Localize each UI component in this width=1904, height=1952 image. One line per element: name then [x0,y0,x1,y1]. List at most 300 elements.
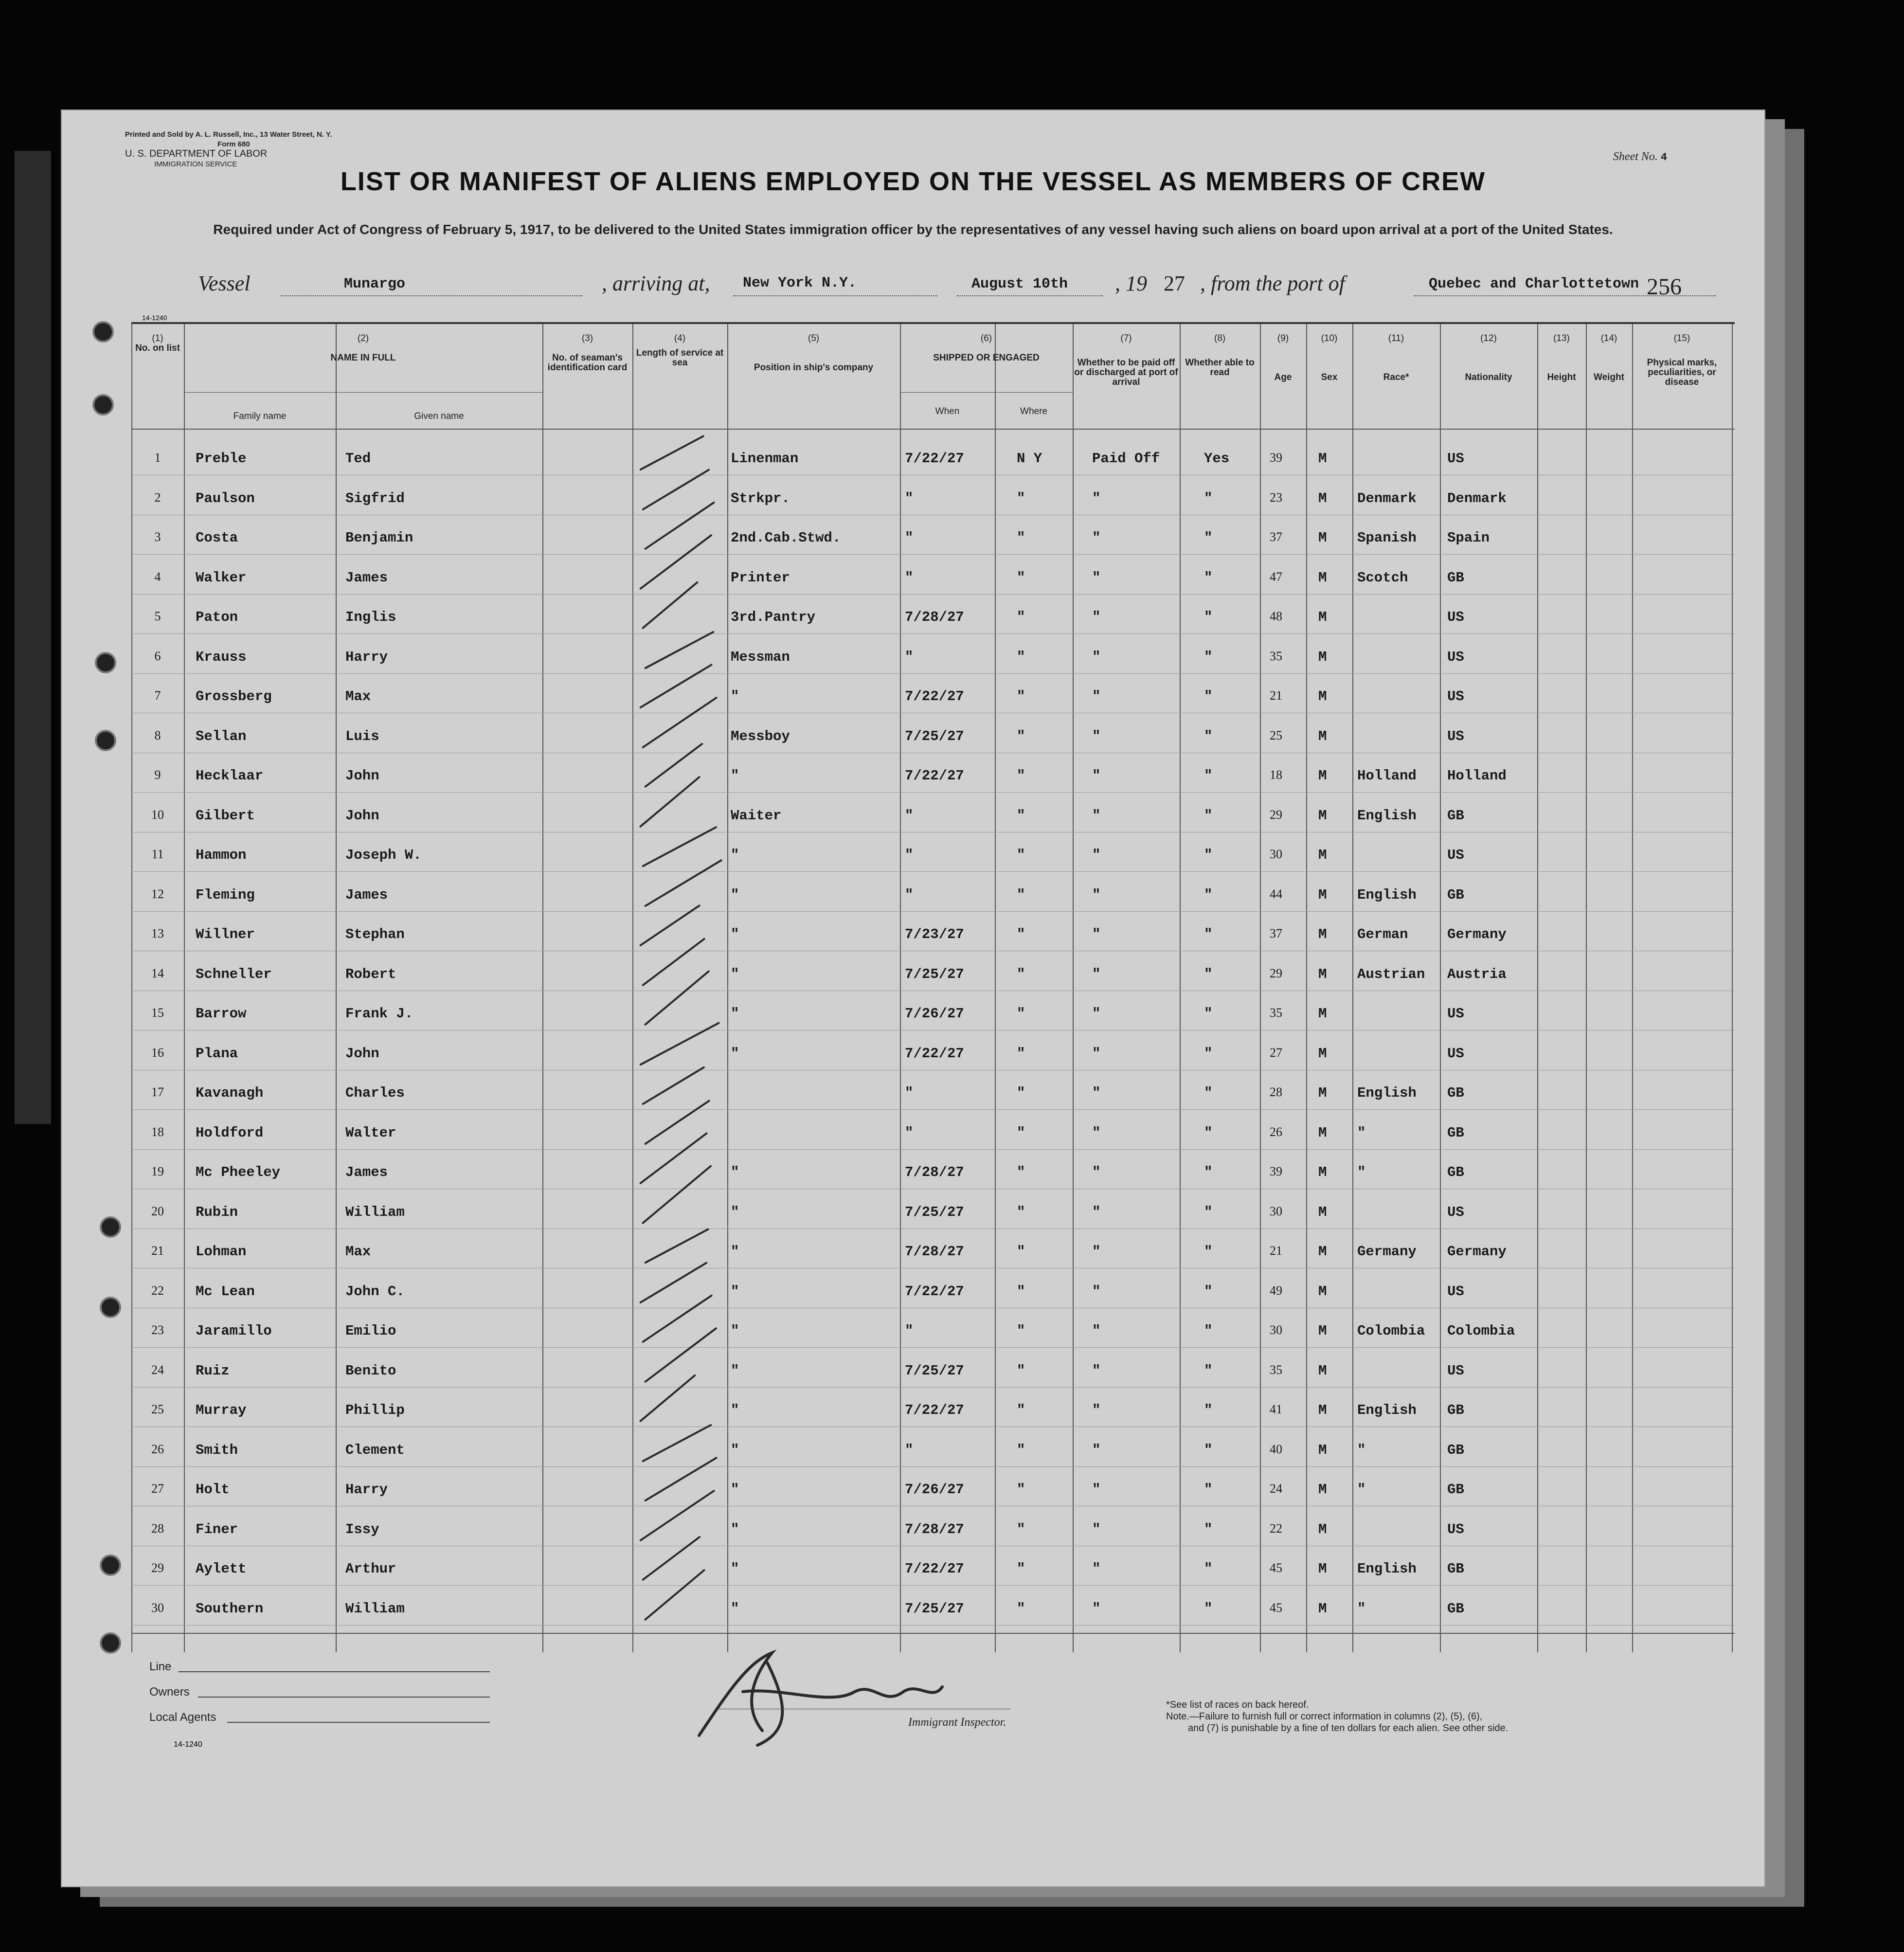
age-cell: 23 [1270,490,1282,505]
race-cell: Holland [1357,768,1417,784]
sex-cell: M [1318,490,1327,506]
able-to-read-cell: " [1204,728,1213,744]
given-name-cell: Harry [345,1482,388,1498]
family-name-cell: Plana [196,1045,238,1062]
race-cell: " [1357,1124,1366,1141]
able-to-read-cell: " [1204,847,1213,863]
able-to-read-cell: " [1204,1600,1213,1617]
family-name-cell: Aylett [196,1561,247,1577]
paid-off-cell: " [1092,728,1101,744]
row-number-cell: 18 [151,1124,164,1139]
shipped-date-cell: " [905,490,914,506]
family-name-cell: Jaramillo [196,1323,272,1339]
paid-off-cell: " [1092,1164,1101,1180]
table-row [131,996,1735,1034]
age-cell: 35 [1270,649,1282,663]
shipped-date-cell: 7/25/27 [905,1204,964,1220]
paid-off-cell: " [1092,926,1101,942]
nationality-cell: GB [1447,807,1464,824]
position-cell: " [731,966,739,982]
row-number-cell: 14 [151,966,164,980]
nationality-cell: GB [1447,1442,1464,1458]
position-cell: " [731,688,739,705]
vessel-line [198,271,1755,300]
race-cell: " [1357,1442,1366,1458]
sex-cell: M [1318,1600,1327,1617]
position-cell: " [731,1402,739,1418]
given-name-cell: James [345,1164,388,1180]
nationality-cell: GB [1447,1124,1464,1141]
row-number-cell: 21 [151,1244,164,1258]
sex-cell: M [1318,807,1327,824]
able-to-read-cell: " [1204,807,1213,824]
age-cell: 30 [1270,1204,1282,1218]
given-name-cell: John [345,768,379,784]
shipped-date-cell: 7/28/27 [905,1521,964,1537]
nationality-cell: US [1447,1283,1464,1300]
nationality-cell: GB [1447,1600,1464,1617]
able-to-read-cell: " [1204,1085,1213,1101]
nationality-cell: US [1447,1006,1464,1022]
shipped-date-cell: " [905,807,914,824]
given-name-cell: Benjamin [345,530,413,546]
row-number-cell: 6 [154,649,161,663]
table-row [131,1591,1735,1629]
position-cell: Printer [731,569,790,586]
sex-cell: M [1318,1244,1327,1260]
age-cell: 24 [1270,1482,1282,1496]
from-port: Quebec and Charlottetown [1429,276,1639,292]
shipped-date-cell: 7/25/27 [905,966,964,982]
sex-cell: M [1318,1402,1327,1418]
col12-header: (12) Nationality [1465,333,1512,382]
given-name-cell: Ted [345,451,371,467]
row-number-cell: 2 [154,490,161,505]
paid-off-cell: " [1092,1204,1101,1220]
line-label: Line [149,1660,172,1673]
sex-cell: M [1318,768,1327,784]
nationality-cell: US [1447,1521,1464,1537]
shipped-date-cell: 7/26/27 [905,1482,964,1498]
age-cell: 28 [1270,1085,1282,1099]
given-name-cell: Joseph W. [345,847,422,863]
age-cell: 21 [1270,688,1282,703]
sex-cell: M [1318,1283,1327,1300]
position-cell: " [731,1521,739,1537]
shipped-date-cell: " [905,569,914,586]
paid-off-cell: " [1092,1283,1101,1300]
row-number-cell: 3 [154,530,161,544]
age-cell: 22 [1270,1521,1282,1536]
shipped-date-cell: 7/22/27 [905,688,964,705]
paid-off-cell: " [1092,1006,1101,1022]
position-cell: " [731,1283,739,1300]
col13-header: (13) Height [1547,333,1576,382]
sex-cell: M [1318,1085,1327,1101]
able-to-read-cell: Yes [1204,451,1230,467]
given-name-cell: William [345,1204,405,1220]
family-name-cell: Southern [196,1600,264,1617]
row-number-cell: 5 [154,609,161,623]
shipped-where-cell: " [1017,688,1025,705]
nationality-cell: Denmark [1447,490,1507,506]
sex-cell: M [1318,1006,1327,1022]
shipped-date-cell: 7/22/27 [905,1045,964,1062]
position-cell: " [731,926,739,942]
position-cell: " [731,1561,739,1577]
given-name-cell: Walter [345,1124,396,1141]
nationality-cell: Austria [1447,966,1507,982]
sex-cell: M [1318,966,1327,982]
able-to-read-cell: " [1204,1283,1213,1300]
vessel-label: Vessel [198,271,251,295]
agents-label: Local Agents [149,1711,216,1724]
shipped-date-cell: 7/25/27 [905,728,964,744]
given-name-cell: Emilio [345,1323,396,1339]
position-cell: " [731,1006,739,1022]
shipped-where-cell: " [1017,1085,1025,1101]
race-cell: Colombia [1357,1323,1425,1339]
race-cell: Austrian [1357,966,1425,982]
family-name-cell: Hecklaar [196,768,264,784]
position-cell: Linenman [731,451,799,467]
table-row [131,877,1735,915]
row-number-cell: 19 [151,1164,164,1178]
family-name-cell: Smith [196,1442,238,1458]
position-cell: " [731,1045,739,1062]
position-cell: 3rd.Pantry [731,609,816,625]
paid-off-cell: " [1092,1124,1101,1141]
punch-hole [100,1554,121,1576]
inspector-label: Immigrant Inspector. [908,1716,1006,1729]
shipped-date-cell: 7/22/27 [905,1561,964,1577]
able-to-read-cell: " [1204,966,1213,982]
family-name-cell: Holt [196,1482,230,1498]
race-cell: " [1357,1600,1366,1617]
col3-header: (3) No. of seaman's identification card [547,333,628,373]
table-row [131,1432,1735,1470]
paid-off-cell: " [1092,490,1101,506]
nationality-cell: GB [1447,1402,1464,1418]
family-name-cell: Ruiz [196,1362,230,1379]
family-name-cell: Lohman [196,1244,247,1260]
sex-cell: M [1318,1164,1327,1180]
form-code-top: 14-1240 [142,314,167,322]
sex-cell: M [1318,1124,1327,1141]
shipped-where-cell: " [1017,649,1025,665]
age-cell: 45 [1270,1600,1282,1615]
paid-off-cell: " [1092,1600,1101,1617]
family-name-cell: Paton [196,609,238,625]
age-cell: 18 [1270,768,1282,782]
table-row [131,1472,1735,1510]
arriving-label: , arriving at, [602,271,710,295]
position-cell: Strkpr. [731,490,790,506]
able-to-read-cell: " [1204,688,1213,705]
row-number-cell: 17 [151,1085,164,1099]
col10-header: (10) Sex [1321,333,1338,382]
row-number-cell: 4 [154,569,161,584]
year-prefix: , 19 [1115,271,1147,295]
nationality-cell: Germany [1447,1244,1507,1260]
paid-off-cell: " [1092,1362,1101,1379]
table-row [131,1115,1735,1153]
given-name-cell: Issy [345,1521,379,1537]
col7-header: (7) Whether to be paid off or discharged at port of arrival [1074,333,1178,387]
table-row [131,1313,1735,1351]
family-name-cell: Fleming [196,886,255,903]
paid-off-cell: " [1092,609,1101,625]
family-name-cell: Preble [196,451,247,467]
able-to-read-cell: " [1204,569,1213,586]
able-to-read-cell: " [1204,926,1213,942]
paid-off-cell: " [1092,1045,1101,1062]
able-to-read-cell: " [1204,649,1213,665]
shipped-where-cell: " [1017,768,1025,784]
given-name-cell: Benito [345,1362,396,1379]
shipped-date-cell: 7/26/27 [905,1006,964,1022]
nationality-cell: Colombia [1447,1323,1515,1339]
shipped-where-cell: " [1017,530,1025,546]
age-cell: 26 [1270,1124,1282,1139]
race-cell: Spanish [1357,530,1417,546]
punch-hole [95,652,116,673]
sex-cell: M [1318,728,1327,744]
shipped-date-cell: " [905,1323,914,1339]
row-number-cell: 25 [151,1402,164,1416]
able-to-read-cell: " [1204,1442,1213,1458]
paid-off-cell: " [1092,966,1101,982]
position-cell: " [731,1164,739,1180]
shipped-where-cell: " [1017,886,1025,903]
race-cell: English [1357,886,1417,903]
able-to-read-cell: " [1204,1482,1213,1498]
age-cell: 35 [1270,1006,1282,1020]
nationality-cell: US [1447,1045,1464,1062]
sheet-label: Sheet No. [1613,150,1658,163]
shipped-where-cell: " [1017,1045,1025,1062]
table-row [131,599,1735,637]
col1-header: (1) No. on list [135,333,180,353]
family-name-cell: Gilbert [196,807,255,824]
table-row [131,560,1735,598]
given-name-cell: John [345,807,379,824]
department-name: U. S. DEPARTMENT OF LABOR [125,148,268,159]
age-cell: 48 [1270,609,1282,623]
row-number-cell: 26 [151,1442,164,1456]
printer-text: Printed and Sold by A. L. Russell, Inc., 13 Water Street, N. Y. [125,130,332,139]
punch-hole [100,1216,121,1238]
paid-off-cell: " [1092,807,1101,824]
footnote [1166,1699,1508,1734]
table-row [131,441,1735,479]
nationality-cell: US [1447,728,1464,744]
form-code-bottom: 14-1240 [174,1740,202,1749]
row-number-cell: 28 [151,1521,164,1536]
row-number-cell: 30 [151,1600,164,1615]
nationality-cell: GB [1447,1561,1464,1577]
able-to-read-cell: " [1204,1006,1213,1022]
row-number-cell: 23 [151,1323,164,1337]
race-cell: Scotch [1357,569,1408,586]
shipped-date-cell: 7/25/27 [905,1362,964,1379]
shipped-where-cell: " [1017,490,1025,506]
row-number-cell: 1 [154,451,161,465]
shipped-where-cell: " [1017,1402,1025,1418]
age-cell: 37 [1270,530,1282,544]
given-name-cell: Robert [345,966,396,982]
position-cell: " [731,1482,739,1498]
family-name-cell: Holdford [196,1124,264,1141]
able-to-read-cell: " [1204,1402,1213,1418]
punch-hole [92,321,114,343]
age-cell: 45 [1270,1561,1282,1575]
age-cell: 21 [1270,1244,1282,1258]
row-number-cell: 15 [151,1006,164,1020]
table-row [131,1551,1735,1589]
given-name-cell: Luis [345,728,379,744]
age-cell: 39 [1270,451,1282,465]
printer-imprint [125,130,332,149]
paid-off-cell: " [1092,649,1101,665]
arriving-port: New York N.Y. [743,275,857,291]
nationality-cell: US [1447,649,1464,665]
sex-cell: M [1318,1561,1327,1577]
row-number-cell: 13 [151,926,164,940]
able-to-read-cell: " [1204,1244,1213,1260]
position-cell: " [731,1323,739,1339]
shipped-date-cell: " [905,1442,914,1458]
col2-header: (2) NAME IN FULL [330,333,396,363]
age-cell: 44 [1270,886,1282,901]
nationality-cell: US [1447,1204,1464,1220]
nationality-cell: GB [1447,1085,1464,1101]
table-row [131,798,1735,836]
able-to-read-cell: " [1204,886,1213,903]
given-name-cell: John [345,1045,379,1062]
position-cell: " [731,768,739,784]
able-to-read-cell: " [1204,1561,1213,1577]
table-row [131,639,1735,677]
table-row [131,1234,1735,1272]
paid-off-cell: " [1092,530,1101,546]
shipped-where-cell: " [1017,609,1025,625]
table-row [131,719,1735,757]
paid-off-cell: " [1092,847,1101,863]
age-cell: 41 [1270,1402,1282,1416]
arrival-date: August 10th [971,276,1068,292]
family-name-cell: Paulson [196,490,255,506]
row-number-cell: 10 [151,807,164,822]
sex-cell: M [1318,1045,1327,1062]
note-failure-1: Note.—Failure to furnish full or correct information in columns (2), (5), (6), [1166,1711,1483,1722]
sheet-no-value: 4 [1660,151,1667,163]
shipped-where-cell: " [1017,1521,1025,1537]
able-to-read-cell: " [1204,1164,1213,1180]
family-name-cell: Krauss [196,649,247,665]
shipped-date-cell: " [905,886,914,903]
col14-header: (14) Weight [1594,333,1624,382]
page-title: LIST OR MANIFEST OF ALIENS EMPLOYED ON THE VESSEL AS MEMBERS OF CREW [340,167,1486,196]
shipped-where-cell: " [1017,847,1025,863]
shipped-where-cell: " [1017,1006,1025,1022]
punch-hole [100,1632,121,1654]
shipped-where-cell: " [1017,1244,1025,1260]
position-cell: " [731,1600,739,1617]
age-cell: 37 [1270,926,1282,940]
family-name-cell: Mc Lean [196,1283,255,1300]
position-cell: " [731,886,739,903]
note-races: *See list of races on back hereof. [1166,1699,1309,1710]
paid-off-cell: " [1092,1442,1101,1458]
nationality-cell: Spain [1447,530,1490,546]
shipped-where-cell: " [1017,1164,1025,1180]
age-cell: 30 [1270,1323,1282,1337]
race-cell: English [1357,1561,1417,1577]
inspector-signature [670,1633,1010,1760]
punch-hole [100,1297,121,1318]
family-name-cell: Schneller [196,966,272,982]
shipped-where-cell: " [1017,926,1025,942]
shipped-date-cell: 7/28/27 [905,609,964,625]
nationality-cell: US [1447,1362,1464,1379]
shipped-date-cell: 7/23/27 [905,926,964,942]
family-name-cell: Costa [196,530,238,546]
sex-cell: M [1318,688,1327,705]
position-cell: " [731,1204,739,1220]
sex-cell: M [1318,649,1327,665]
sex-cell: M [1318,1204,1327,1220]
row-number-cell: 12 [151,886,164,901]
able-to-read-cell: " [1204,609,1213,625]
sex-cell: M [1318,926,1327,942]
sex-cell: M [1318,886,1327,903]
sex-cell: M [1318,847,1327,863]
shipped-where-cell: N Y [1017,451,1042,467]
sex-cell: M [1318,1521,1327,1537]
row-number-cell: 7 [154,688,161,703]
table-row [131,1512,1735,1550]
position-cell: " [731,1244,739,1260]
given-name-cell: Arthur [345,1561,396,1577]
sex-cell: M [1318,1442,1327,1458]
position-cell: " [731,1442,739,1458]
given-name-cell: Max [345,1244,371,1260]
table-row [131,1194,1735,1232]
shipped-date-cell: 7/25/27 [905,1600,964,1617]
vessel-name: Munargo [344,276,406,292]
when-header: When [935,406,960,416]
table-row [131,1392,1735,1430]
race-cell: English [1357,1402,1417,1418]
row-number-cell: 11 [151,847,164,861]
given-name-cell: Phillip [345,1402,405,1418]
shipped-date-cell: 7/28/27 [905,1244,964,1260]
position-cell: Messboy [731,728,790,744]
arrival-year: 27 [1164,271,1185,295]
paid-off-cell: " [1092,768,1101,784]
race-cell: English [1357,807,1417,824]
nationality-cell: GB [1447,1482,1464,1498]
age-cell: 49 [1270,1283,1282,1298]
table-row [131,679,1735,717]
check-mark [639,435,704,471]
sex-cell: M [1318,530,1327,546]
sex-cell: M [1318,1323,1327,1339]
shipped-where-cell: " [1017,1283,1025,1300]
nationality-cell: US [1447,847,1464,863]
row-number-cell: 22 [151,1283,164,1298]
